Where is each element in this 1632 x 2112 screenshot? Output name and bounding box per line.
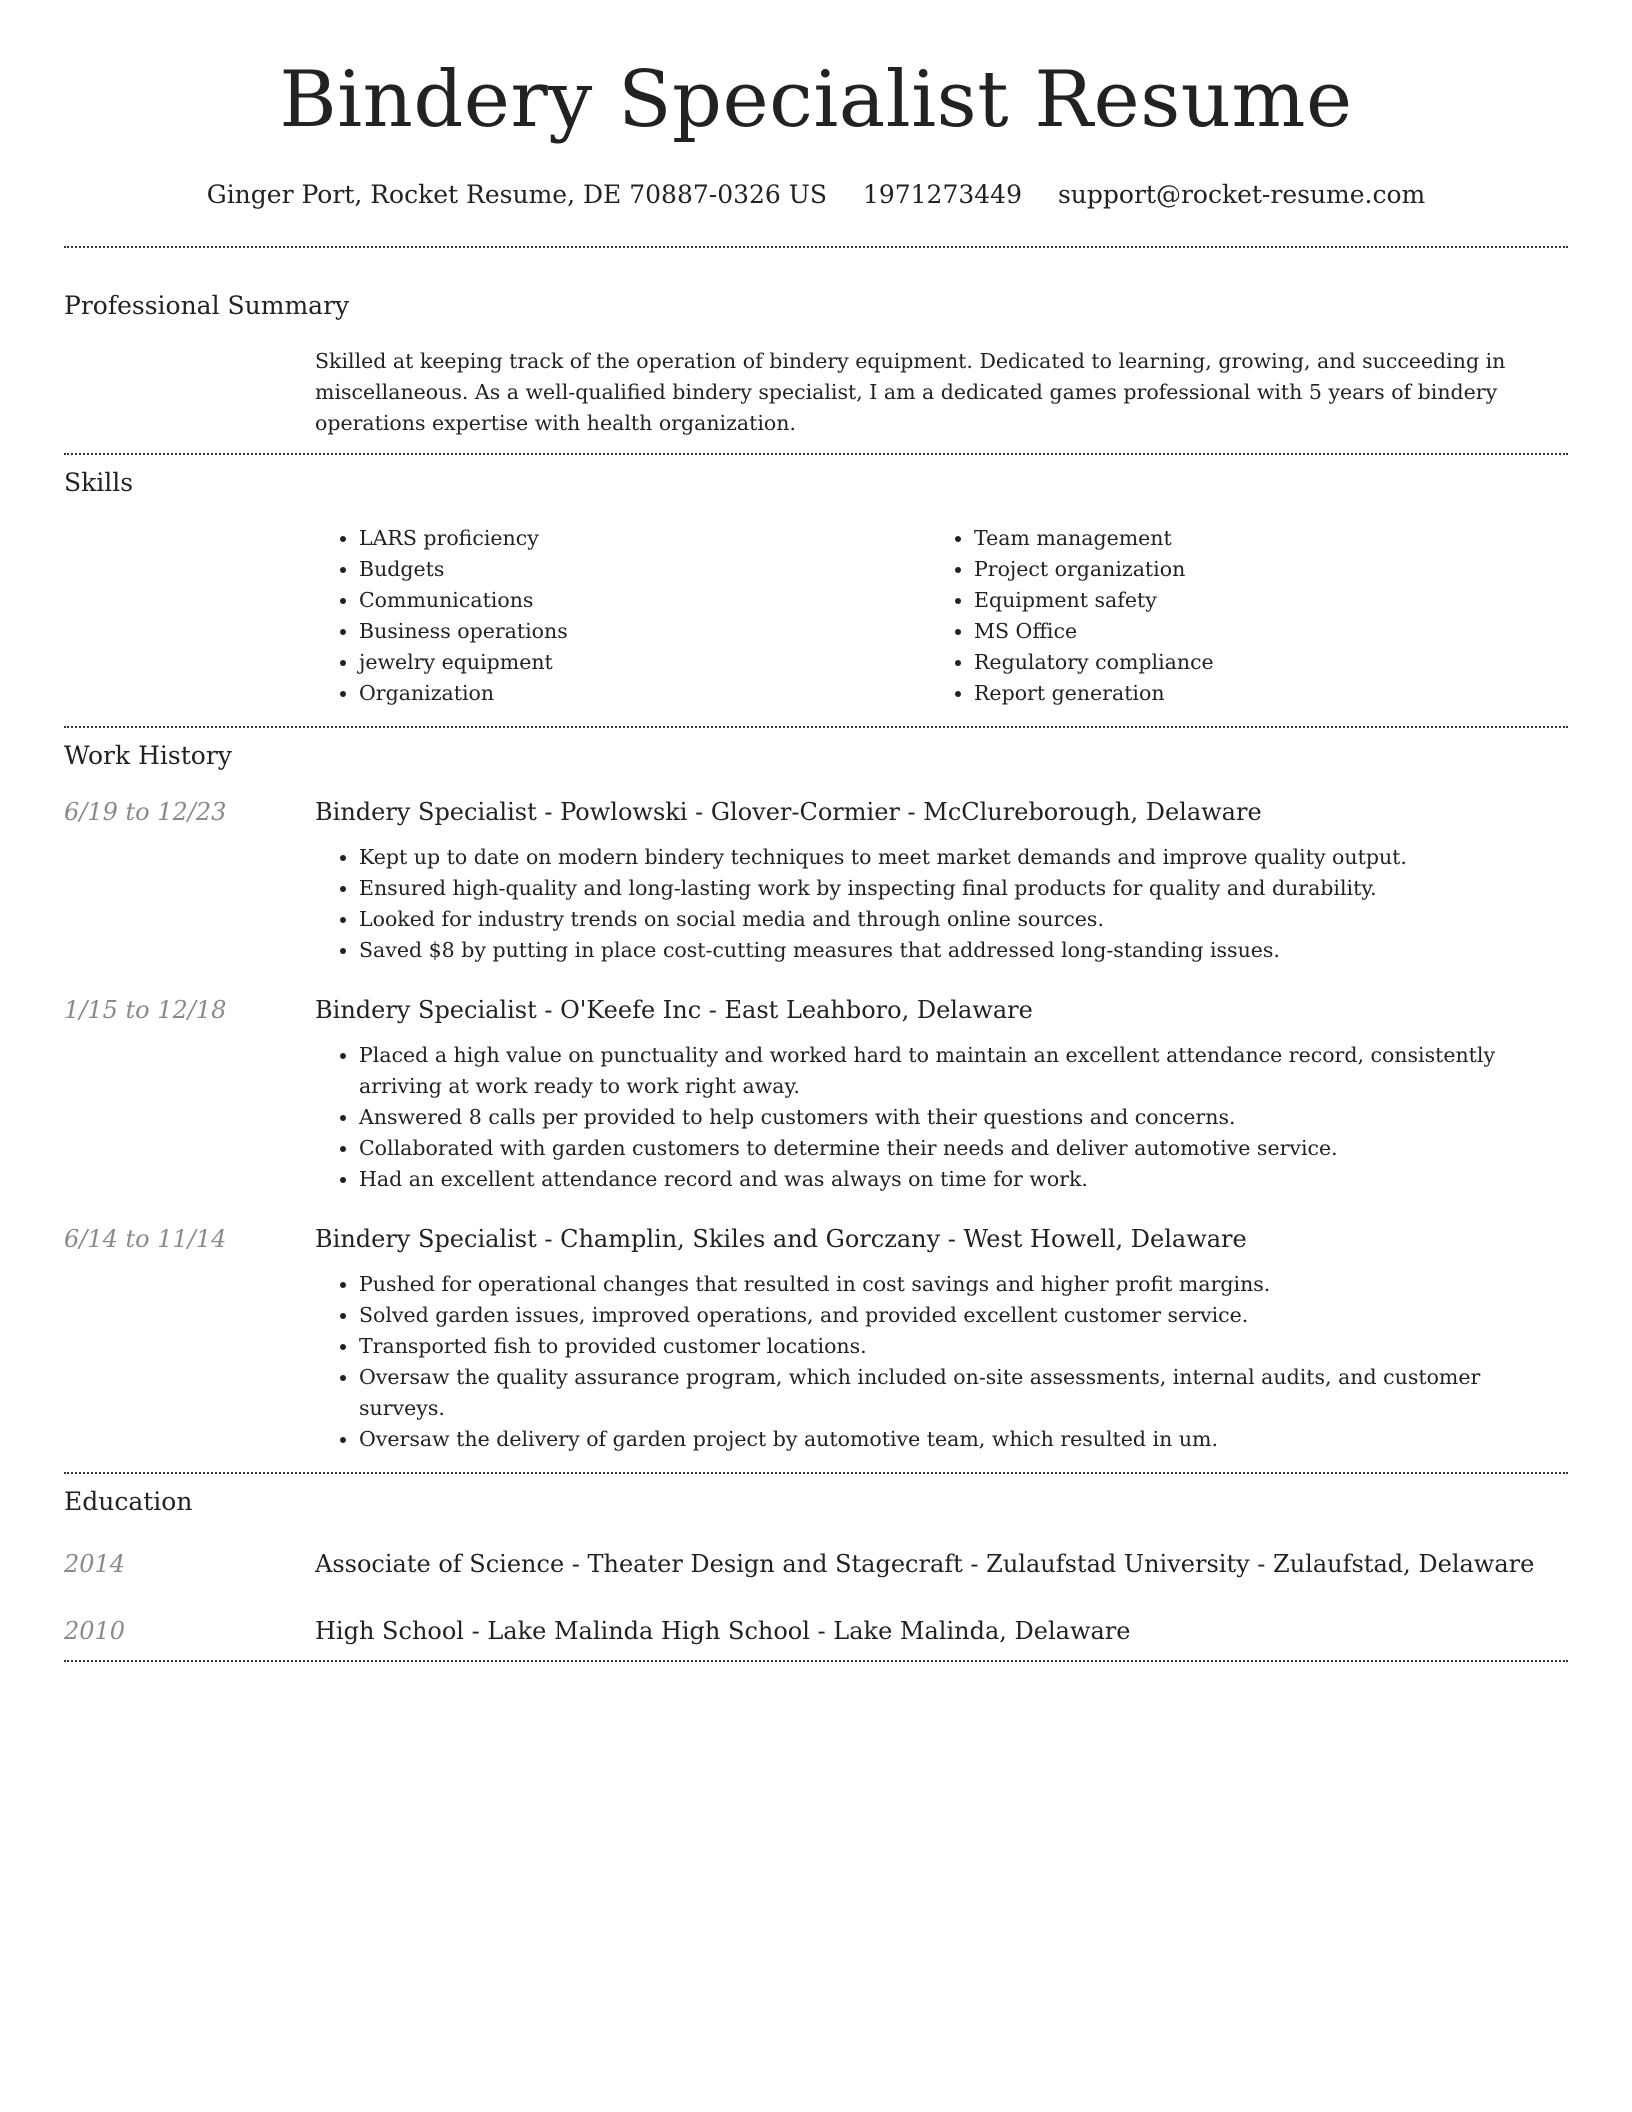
job-heading: Bindery Specialist - Powlowski - Glover-Cormier - McClureborough, Delaware (315, 798, 1262, 826)
section-title-skills: Skills (64, 468, 134, 497)
job-bullet: • Saved $8 by putting in place cost-cutting measures that addressed long-standing issues. (359, 935, 1568, 966)
education-entry (64, 1615, 1568, 1647)
resume-header (64, 0, 1568, 212)
skill-item: • Report generation (974, 678, 1545, 709)
summary-text: Skilled at keeping track of the operation of bindery equipment. Dedicated to learning, growing, and succeeding in miscellaneous. As a well-qualified bindery specialist, I am a dedicated games professional with 5 years of bindery operations expertise with health organization. (315, 349, 1506, 435)
job-dates: 6/14 to 11/14 (64, 1225, 227, 1253)
job-bullet: • Collaborated with garden customers to determine their needs and deliver automotive service. (359, 1133, 1568, 1164)
job-body (315, 1223, 1568, 1455)
skills-list (315, 523, 1568, 709)
job-bullets (315, 1040, 1568, 1195)
divider (64, 246, 1568, 248)
job-bullet: • Had an excellent attendance record and was always on time for work. (359, 1164, 1568, 1195)
skills-column-right (930, 523, 1545, 709)
skill-item: • Business operations (359, 616, 930, 647)
job-bullets (315, 1269, 1568, 1455)
skill-item: • Regulatory compliance (974, 647, 1545, 678)
divider (64, 453, 1568, 455)
work-history-list (64, 796, 1568, 1455)
skills-column-left (315, 523, 930, 709)
education-heading: Associate of Science - Theater Design and Stagecraft - Zulaufstad University - Zulaufstad, Delaware (315, 1550, 1535, 1578)
job-body (315, 796, 1568, 966)
skill-item: • jewelry equipment (359, 647, 930, 678)
job-dates: 6/19 to 12/23 (64, 798, 227, 826)
job-heading: Bindery Specialist - Champlin, Skiles and Gorczany - West Howell, Delaware (315, 1225, 1247, 1253)
job-bullet: • Pushed for operational changes that resulted in cost savings and higher profit margins. (359, 1269, 1568, 1300)
job-body (315, 994, 1568, 1195)
education-year: 2010 (64, 1617, 126, 1645)
education-year: 2014 (64, 1550, 126, 1578)
skill-item: • LARS proficiency (359, 523, 930, 554)
divider (64, 1660, 1568, 1662)
job-heading: Bindery Specialist - O'Keefe Inc - East Leahboro, Delaware (315, 996, 1033, 1024)
divider (64, 1472, 1568, 1474)
job-bullet: • Kept up to date on modern bindery techniques to meet market demands and improve quality output. (359, 842, 1568, 873)
resume-title: Bindery Specialist Resume (279, 55, 1353, 145)
skill-item: • Team management (974, 523, 1545, 554)
contact-line (64, 178, 1568, 212)
section-title-work: Work History (64, 741, 232, 770)
contact-email: support@rocket-resume.com (1057, 180, 1426, 209)
job-entry (64, 994, 1568, 1195)
contact-address: Ginger Port, Rocket Resume, DE 70887-0326 US (206, 180, 827, 209)
job-bullet: • Ensured high-quality and long-lasting work by inspecting final products for quality and durability. (359, 873, 1568, 904)
job-entry (64, 796, 1568, 966)
job-bullet: • Oversaw the quality assurance program, which included on-site assessments, internal audits, and customer surveys. (359, 1362, 1568, 1424)
skill-item: • Project organization (974, 554, 1545, 585)
skill-item: • Equipment safety (974, 585, 1545, 616)
education-heading: High School - Lake Malinda High School - Lake Malinda, Delaware (315, 1617, 1131, 1645)
skill-item: • Communications (359, 585, 930, 616)
contact-phone: 1971273449 (862, 180, 1022, 209)
job-entry (64, 1223, 1568, 1455)
job-bullet: • Looked for industry trends on social media and through online sources. (359, 904, 1568, 935)
skill-item: • Organization (359, 678, 930, 709)
skill-item: • MS Office (974, 616, 1545, 647)
job-bullet: • Answered 8 calls per provided to help customers with their questions and concerns. (359, 1102, 1568, 1133)
job-bullet: • Oversaw the delivery of garden project by automotive team, which resulted in um. (359, 1424, 1568, 1455)
job-bullet: • Solved garden issues, improved operations, and provided excellent customer service. (359, 1300, 1568, 1331)
job-bullets (315, 842, 1568, 966)
education-entry (64, 1548, 1568, 1580)
job-dates: 1/15 to 12/18 (64, 996, 227, 1024)
job-bullet: • Placed a high value on punctuality and worked hard to maintain an excellent attendance record, consistently arriving at work ready to work right away. (359, 1040, 1568, 1102)
divider (64, 726, 1568, 728)
job-bullet: • Transported fish to provided customer locations. (359, 1331, 1568, 1362)
section-title-summary: Professional Summary (64, 291, 350, 320)
section-title-education: Education (64, 1487, 193, 1516)
skill-item: • Budgets (359, 554, 930, 585)
